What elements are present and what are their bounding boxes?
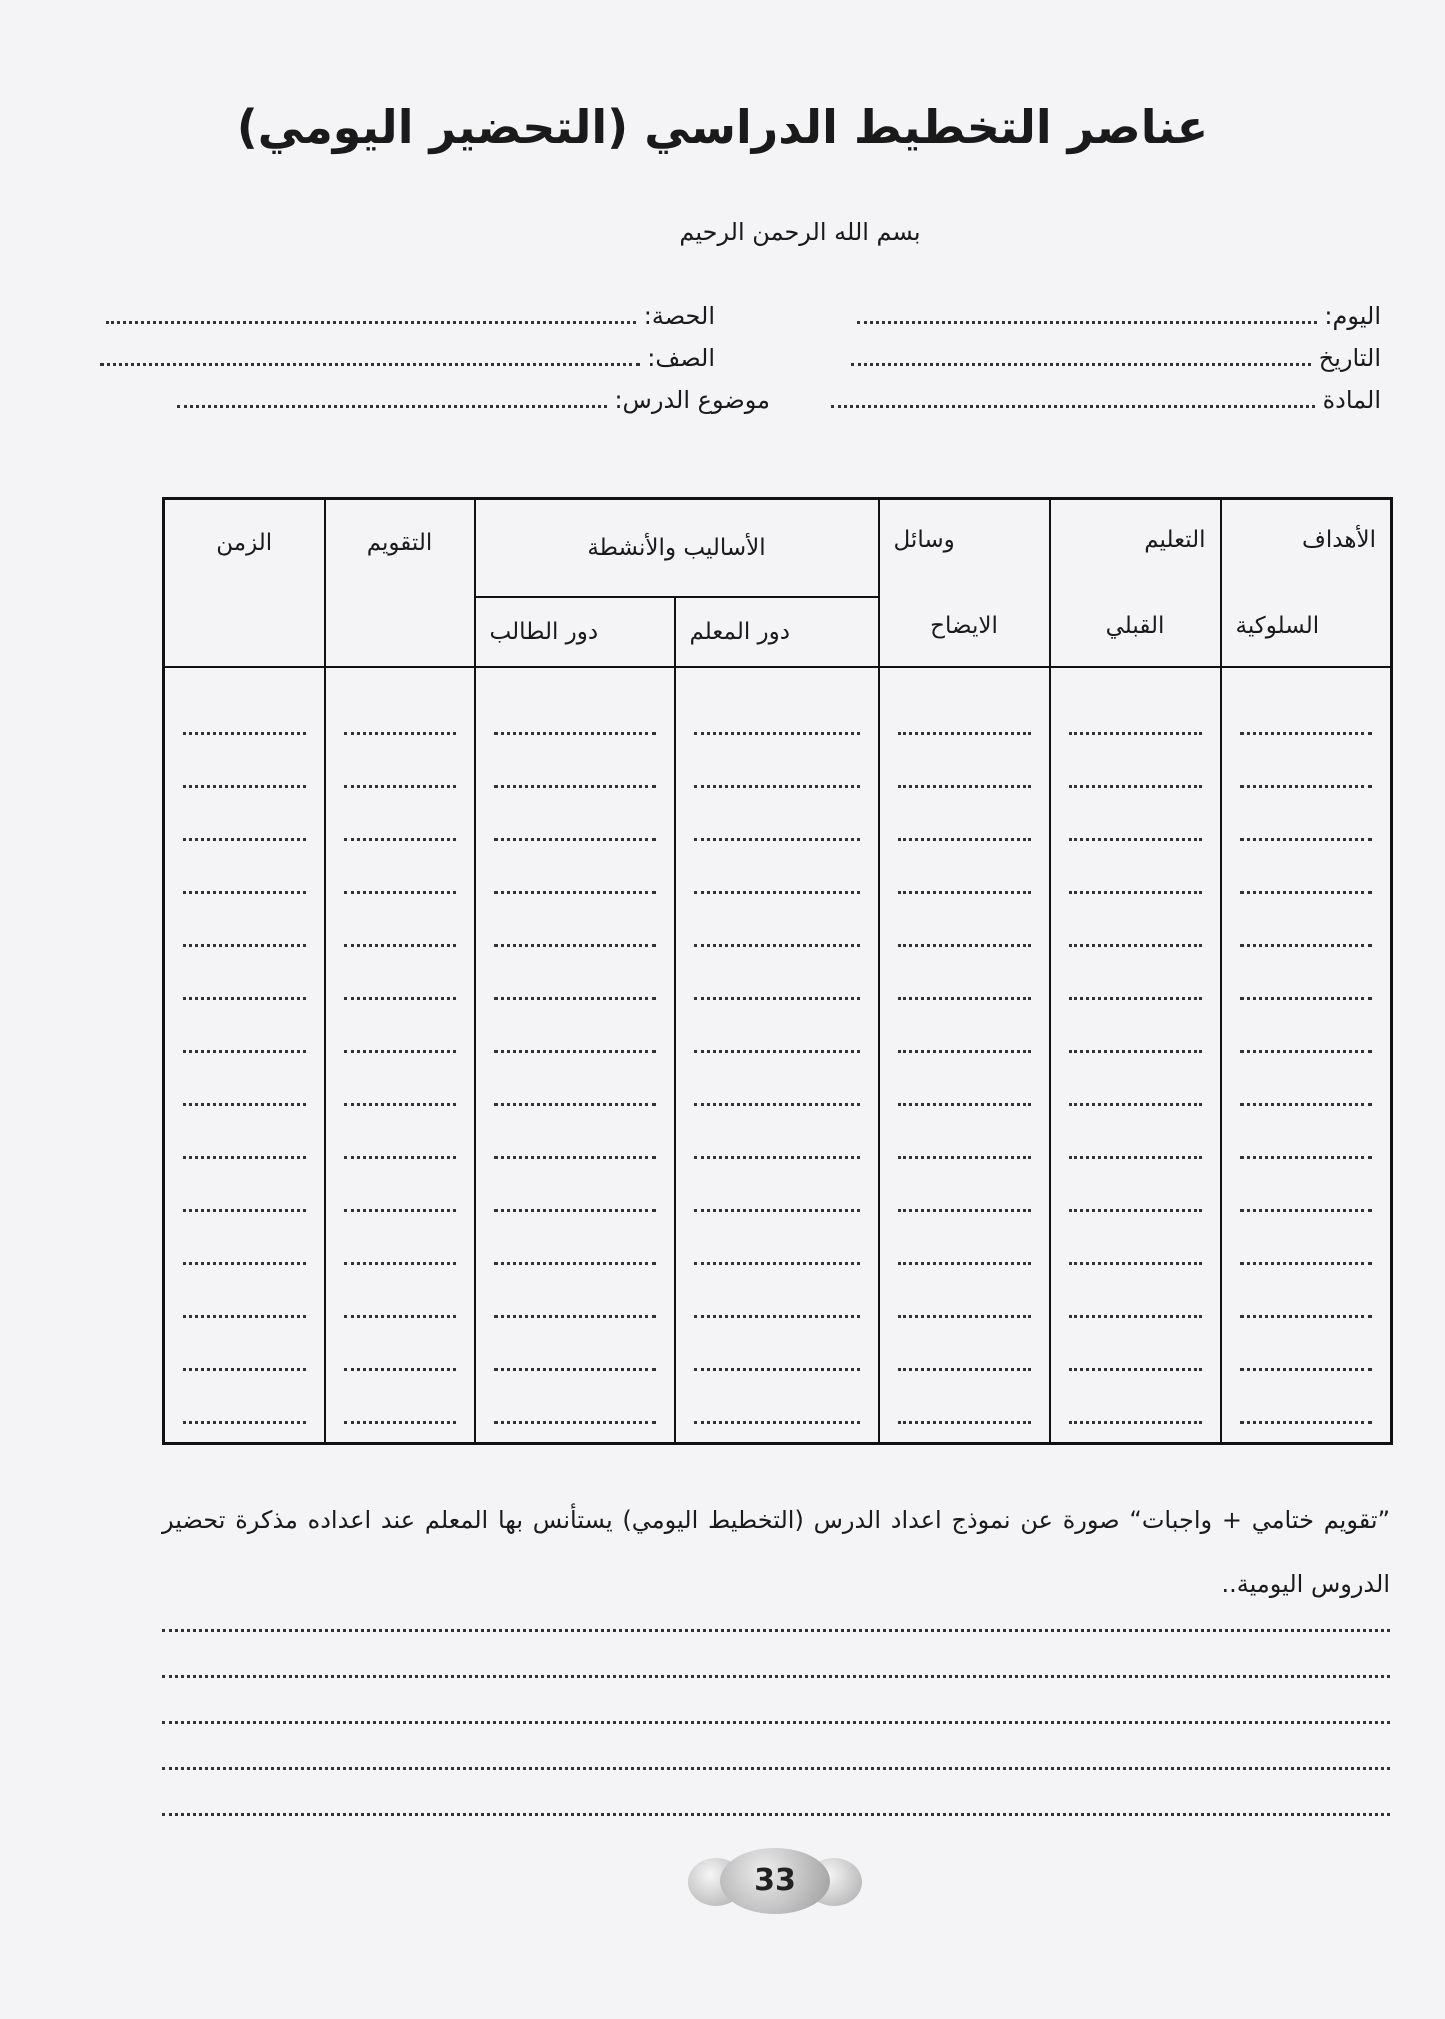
cell-dotted-line [344, 1053, 456, 1106]
cell-dotted-line [494, 841, 656, 894]
cell-evaluation[interactable] [325, 667, 475, 1444]
objectives-bottom: السلوكية [1235, 612, 1320, 639]
cell-dotted-line [694, 841, 860, 894]
info-day [857, 302, 1381, 330]
cell-dotted-line [694, 788, 860, 841]
cell-dotted-line [344, 1212, 456, 1265]
header-evaluation: التقويم [325, 499, 475, 667]
info-period [106, 302, 715, 330]
header-time: الزمن [164, 499, 325, 667]
info-date [851, 344, 1381, 372]
cell-dotted-line [183, 1000, 306, 1053]
cell-aids[interactable] [879, 667, 1050, 1444]
cell-dotted-line [1240, 1053, 1373, 1106]
cell-dotted-line [898, 682, 1031, 735]
cell-dotted-line [694, 1053, 860, 1106]
cell-dotted-line [494, 1371, 656, 1424]
header-teacher-role: دور المعلم [675, 597, 879, 667]
cell-dotted-line [494, 682, 656, 735]
cell-dotted-line [183, 1053, 306, 1106]
cell-dotted-line [494, 1318, 656, 1371]
cell-dotted-line [1240, 894, 1373, 947]
cell-dotted-line [694, 1212, 860, 1265]
cell-dotted-line [494, 1159, 656, 1212]
cell-dotted-line [1069, 1159, 1202, 1212]
cell-dotted-line [898, 735, 1031, 788]
objectives-top: الأهداف [1302, 526, 1376, 553]
cell-dotted-line [898, 1265, 1031, 1318]
cell-dotted-line [1069, 1212, 1202, 1265]
cell-dotted-line [1240, 1212, 1373, 1265]
cell-dotted-line [494, 1265, 656, 1318]
cell-dotted-line [898, 1212, 1031, 1265]
aids-top: وسائل [893, 526, 955, 553]
cell-prior-learning[interactable] [1050, 667, 1221, 1444]
prior-top: التعليم [1144, 526, 1206, 553]
cell-dotted-line [1069, 1106, 1202, 1159]
basmala: بسم الله الرحمن الرحيم [679, 218, 921, 246]
cell-dotted-line [183, 735, 306, 788]
cell-dotted-line [1240, 1318, 1373, 1371]
aids-bottom: الايضاح [930, 612, 998, 639]
day-label: اليوم: [1324, 302, 1381, 330]
cell-dotted-line [344, 894, 456, 947]
lesson-plan-table [162, 497, 1393, 1445]
cell-dotted-line [694, 1265, 860, 1318]
cell-dotted-line [344, 788, 456, 841]
cell-dotted-line [344, 735, 456, 788]
cell-dotted-line [898, 788, 1031, 841]
cell-dotted-line [1240, 947, 1373, 1000]
info-topic [177, 386, 770, 414]
day-field[interactable] [857, 307, 1317, 324]
period-field[interactable] [106, 307, 636, 324]
cell-dotted-line [1240, 1159, 1373, 1212]
class-field[interactable] [100, 349, 640, 366]
cell-dotted-line [1069, 894, 1202, 947]
class-label: الصف: [647, 344, 715, 372]
cell-dotted-line [183, 1318, 306, 1371]
cell-dotted-line [344, 1106, 456, 1159]
cell-dotted-line [1240, 682, 1373, 735]
date-label: التاريخ [1318, 344, 1381, 372]
cell-dotted-line [183, 682, 306, 735]
cell-dotted-line [694, 682, 860, 735]
topic-label: موضوع الدرس: [614, 386, 770, 414]
cell-objectives[interactable] [1221, 667, 1392, 1444]
page-number: 33 [720, 1848, 830, 1914]
cell-dotted-line [183, 947, 306, 1000]
cell-dotted-line [694, 1159, 860, 1212]
cell-dotted-line [694, 947, 860, 1000]
prior-bottom: القبلي [1105, 612, 1165, 639]
cell-dotted-line [694, 1106, 860, 1159]
cell-dotted-line [694, 1371, 860, 1424]
cell-dotted-line [1240, 841, 1373, 894]
footer-note: ”تقويم ختامي + واجبات“ صورة عن نموذج اعداد الدرس (التخطيط اليومي) يستأنس بها المعلم عند اعداده مذكرة تحضير الدروس اليومية.. [162, 1506, 1390, 1598]
cell-dotted-line [694, 1318, 860, 1371]
date-field[interactable] [851, 349, 1311, 366]
cell-teacher-role[interactable] [675, 667, 879, 1444]
page-title: عناصر التخطيط الدراسي (التحضير اليومي) [236, 100, 1209, 154]
header-objectives [1221, 499, 1392, 667]
cell-dotted-line [344, 682, 456, 735]
cell-dotted-line [898, 1053, 1031, 1106]
cell-dotted-line [344, 1000, 456, 1053]
cell-dotted-line [694, 894, 860, 947]
period-label: الحصة: [643, 302, 715, 330]
cell-dotted-line [344, 1318, 456, 1371]
cell-dotted-line [183, 1212, 306, 1265]
cell-dotted-line [494, 735, 656, 788]
cell-dotted-line [1069, 735, 1202, 788]
cell-dotted-line [1069, 947, 1202, 1000]
cell-dotted-line [898, 841, 1031, 894]
cell-dotted-line [1069, 682, 1202, 735]
cell-dotted-line [1069, 841, 1202, 894]
cell-dotted-line [898, 1318, 1031, 1371]
cell-dotted-line [1240, 735, 1373, 788]
writing-line[interactable] [162, 1674, 1390, 1678]
cell-dotted-line [183, 894, 306, 947]
writing-line[interactable] [162, 1720, 1390, 1724]
cell-dotted-line [183, 1371, 306, 1424]
cell-dotted-line [494, 894, 656, 947]
cell-dotted-line [344, 1265, 456, 1318]
info-class [100, 344, 715, 372]
cell-dotted-line [494, 788, 656, 841]
subject-field[interactable] [831, 391, 1315, 408]
writing-line[interactable] [162, 1628, 1390, 1632]
cell-dotted-line [494, 1053, 656, 1106]
cell-dotted-line [898, 1106, 1031, 1159]
header-prior-learning [1050, 499, 1221, 667]
cell-dotted-line [183, 1106, 306, 1159]
writing-line[interactable] [162, 1812, 1390, 1816]
cell-dotted-line [1240, 788, 1373, 841]
cell-dotted-line [1069, 788, 1202, 841]
cell-dotted-line [898, 947, 1031, 1000]
cell-dotted-line [1069, 1000, 1202, 1053]
cell-dotted-line [898, 1371, 1031, 1424]
cell-dotted-line [1069, 1265, 1202, 1318]
header-student-role: دور الطالب [475, 597, 675, 667]
cell-dotted-line [494, 1000, 656, 1053]
cell-dotted-line [344, 1371, 456, 1424]
cell-dotted-line [344, 947, 456, 1000]
cell-dotted-line [694, 1000, 860, 1053]
cell-student-role[interactable] [475, 667, 675, 1444]
cell-dotted-line [898, 894, 1031, 947]
cell-dotted-line [494, 947, 656, 1000]
cell-dotted-line [183, 1265, 306, 1318]
cell-dotted-line [494, 1212, 656, 1265]
cell-dotted-line [694, 735, 860, 788]
cell-dotted-line [183, 1159, 306, 1212]
cell-dotted-line [183, 788, 306, 841]
cell-dotted-line [898, 1159, 1031, 1212]
cell-time[interactable] [164, 667, 325, 1444]
subject-label: المادة [1322, 386, 1381, 414]
cell-dotted-line [344, 1159, 456, 1212]
cell-dotted-line [1240, 1106, 1373, 1159]
cell-dotted-line [898, 1000, 1031, 1053]
cell-dotted-line [344, 841, 456, 894]
writing-line[interactable] [162, 1766, 1390, 1770]
cell-dotted-line [183, 841, 306, 894]
cell-dotted-line [494, 1106, 656, 1159]
header-methods: الأساليب والأنشطة [475, 499, 879, 597]
cell-dotted-line [1069, 1318, 1202, 1371]
info-subject [831, 386, 1381, 414]
cell-dotted-line [1240, 1265, 1373, 1318]
cell-dotted-line [1240, 1000, 1373, 1053]
cell-dotted-line [1240, 1371, 1373, 1424]
cell-dotted-line [1069, 1371, 1202, 1424]
topic-field[interactable] [177, 391, 607, 408]
header-aids [879, 499, 1050, 667]
cell-dotted-line [1069, 1053, 1202, 1106]
